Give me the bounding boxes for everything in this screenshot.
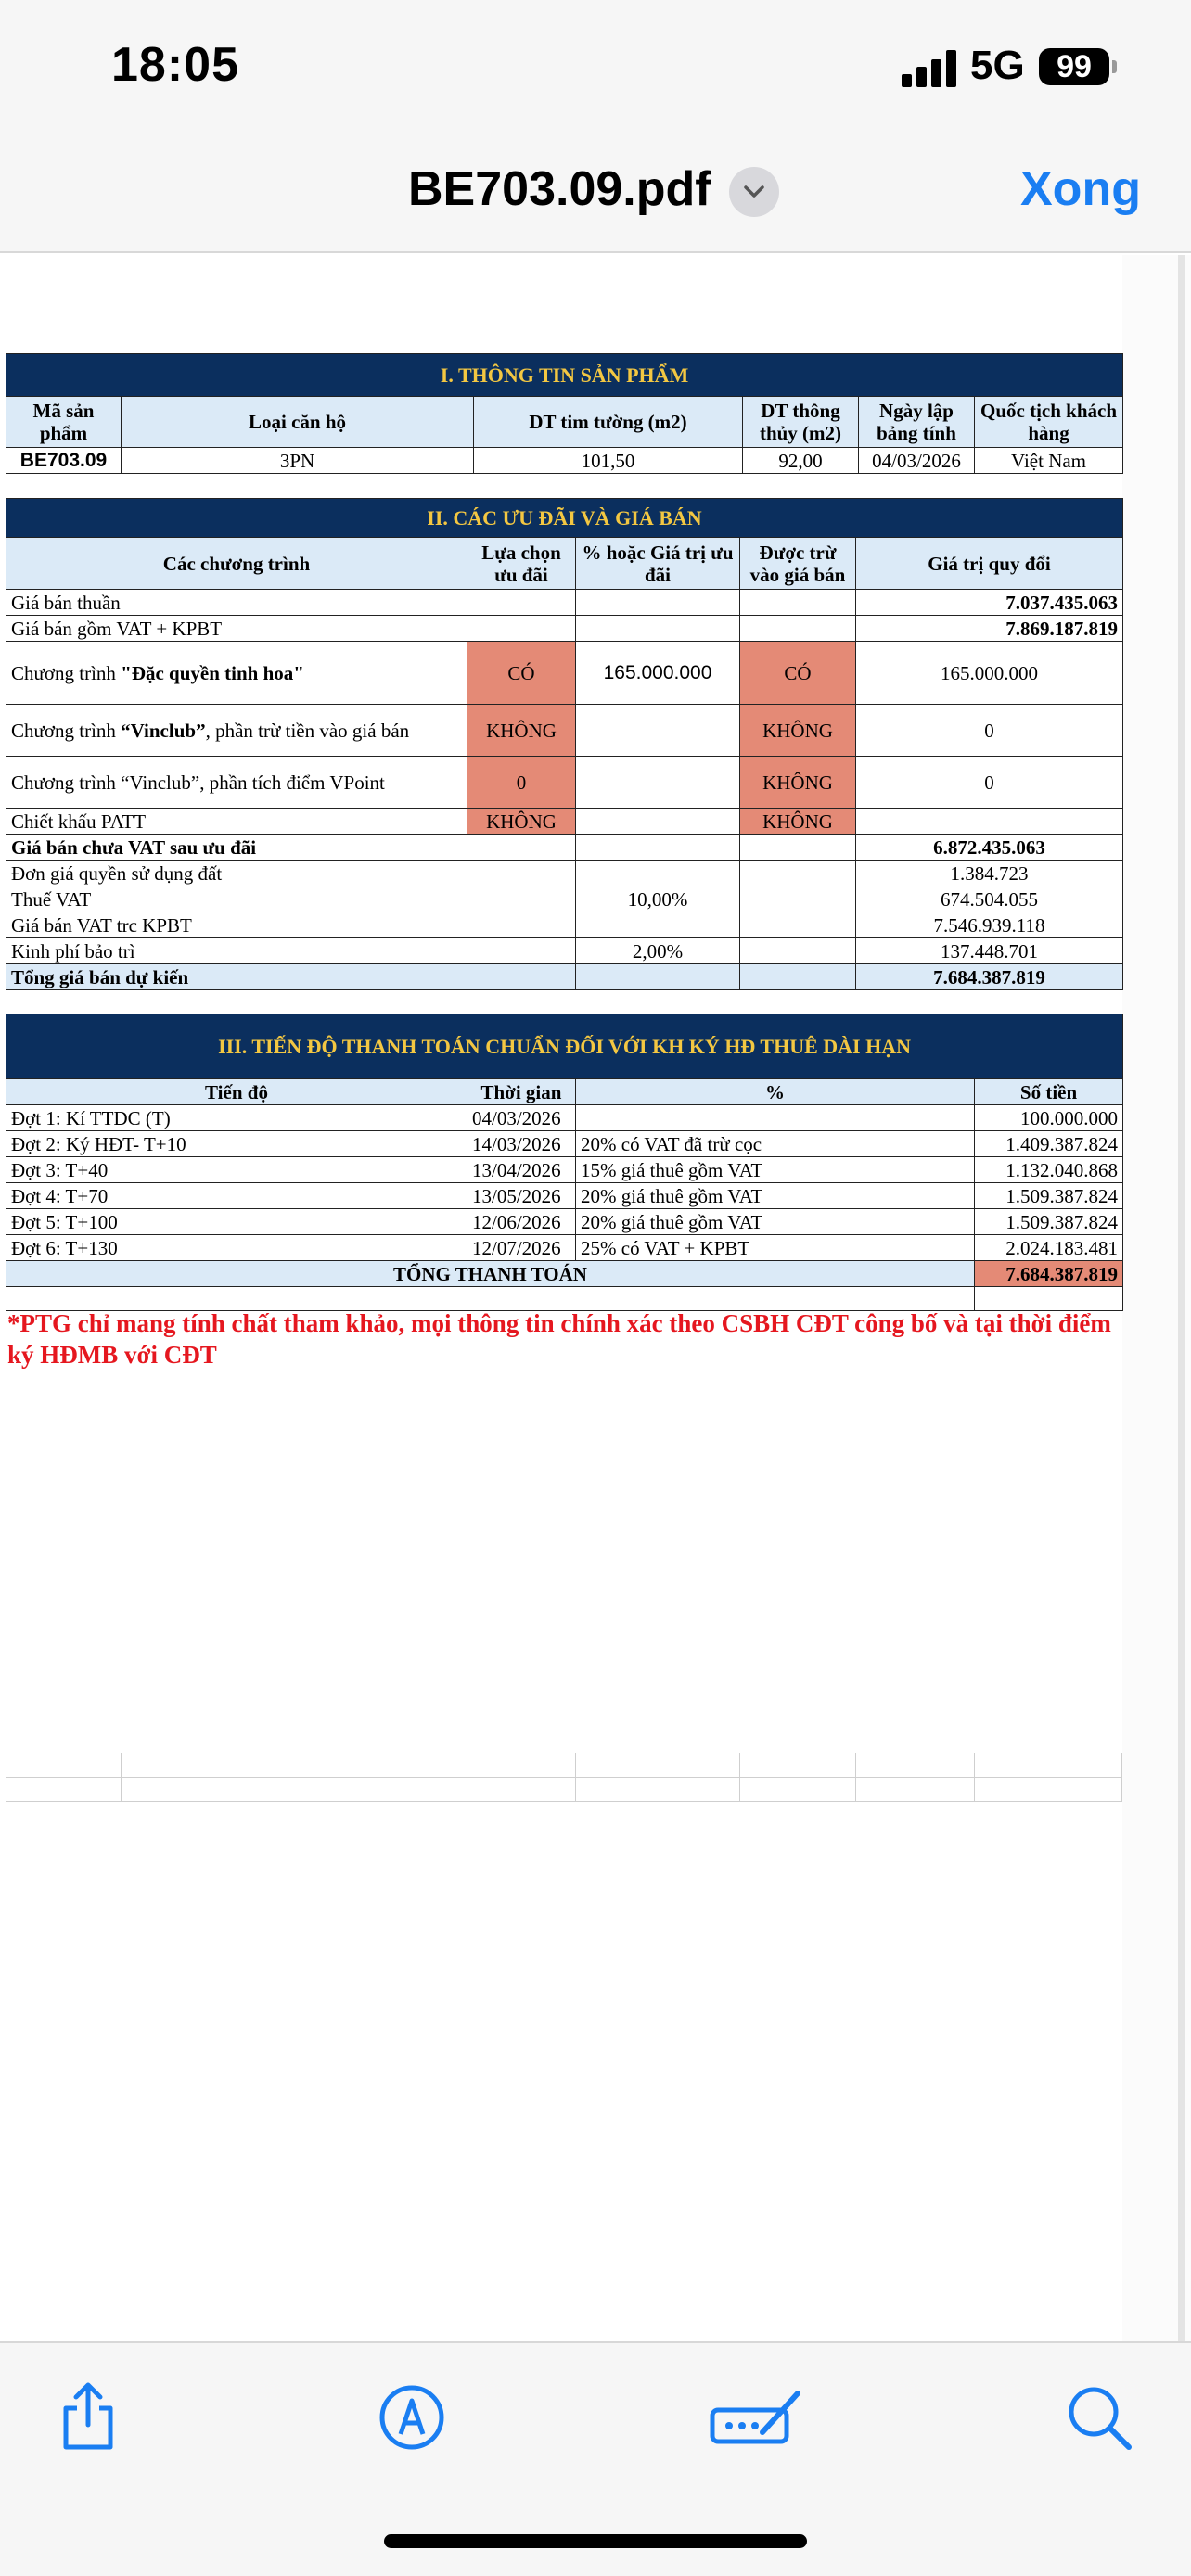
row-label: Chương trình “Vinclub”, phần tích điểm VPoint [6, 757, 467, 809]
row-label: Giá bán VAT trc KPBT [6, 912, 467, 938]
battery-icon: 99 [1039, 48, 1109, 85]
row-label: Giá bán chưa VAT sau ưu đãi [6, 835, 467, 861]
deduct-cell: KHÔNG [740, 705, 856, 757]
row-value: 6.872.435.063 [856, 835, 1123, 861]
gross-area: 101,50 [474, 448, 743, 474]
table-row [6, 590, 1123, 616]
stage-percent: 20% có VAT đã trừ cọc [576, 1131, 975, 1157]
chevron-down-icon[interactable] [729, 167, 779, 217]
empty-grid-lines [6, 1753, 1122, 1801]
home-indicator[interactable] [384, 2534, 807, 2548]
column-header: Lựa chọn ưu đãi [467, 538, 576, 590]
row-value: 674.504.055 [856, 886, 1123, 912]
stage-percent: 25% có VAT + KPBT [576, 1235, 975, 1261]
column-header: Được trừ vào giá bán [740, 538, 856, 590]
row-label: Chương trình “Vinclub”, phần trừ tiền vào giá bán [6, 705, 467, 757]
row-label: Giá bán thuần [6, 590, 467, 616]
row-value: 165.000.000 [856, 642, 1123, 705]
column-header: DT tim tường (m2) [474, 397, 743, 448]
calc-date: 04/03/2026 [859, 448, 975, 474]
deduct-cell: CÓ [740, 642, 856, 705]
stage-date: 14/03/2026 [467, 1131, 576, 1157]
disclaimer-note: *PTG chỉ mang tính chất tham khảo, mọi thông tin chính xác theo CSBH CĐT công bố và tại thời điểm ký HĐMB với CĐT [7, 1309, 1111, 1369]
choice-cell: KHÔNG [467, 705, 576, 757]
share-icon[interactable] [51, 2380, 125, 2455]
row-value: 7.037.435.063 [856, 590, 1123, 616]
deduct-cell: KHÔNG [740, 757, 856, 809]
section-title: II. CÁC ƯU ĐÃI VÀ GIÁ BÁN [6, 499, 1123, 538]
product-code: BE703.09 [6, 448, 122, 474]
stage-amount: 2.024.183.481 [975, 1235, 1123, 1261]
pct-cell: 2,00% [576, 938, 740, 964]
battery-nub [1112, 60, 1117, 73]
stage-amount: 1.509.387.824 [975, 1183, 1123, 1209]
row-label: Tổng giá bán dự kiến [6, 964, 467, 990]
column-header: DT thông thủy (m2) [743, 397, 859, 448]
row-value: 7.684.387.819 [856, 964, 1123, 990]
stage-date: 12/07/2026 [467, 1235, 576, 1261]
column-header: Ngày lập bảng tính [859, 397, 975, 448]
column-header: % [576, 1079, 975, 1105]
choice-cell: CÓ [467, 642, 576, 705]
table-row [6, 757, 1123, 809]
section-title: I. THÔNG TIN SẢN PHẨM [6, 354, 1123, 397]
stage-percent: 15% giá thuê gồm VAT [576, 1157, 975, 1183]
row-label: Đơn giá quyền sử dụng đất [6, 861, 467, 886]
stage: Đợt 5: T+100 [6, 1209, 467, 1235]
column-header: % hoặc Giá trị ưu đãi [576, 538, 740, 590]
stage-date: 12/06/2026 [467, 1209, 576, 1235]
stage: Đợt 1: Kí TTDC (T) [6, 1105, 467, 1131]
table-row [6, 1235, 1123, 1261]
table-row [6, 1105, 1123, 1131]
stage-amount: 100.000.000 [975, 1105, 1123, 1131]
choice-cell: 0 [467, 757, 576, 809]
table-row [6, 938, 1123, 964]
table-row [6, 835, 1123, 861]
stage-percent: 20% giá thuê gồm VAT [576, 1209, 975, 1235]
table-row [6, 912, 1123, 938]
payment-schedule-table [6, 1014, 1123, 1311]
signature-icon[interactable] [709, 2380, 805, 2455]
nationality: Việt Nam [975, 448, 1123, 474]
pct-cell: 165.000.000 [576, 642, 740, 705]
scrollbar[interactable] [1178, 255, 1185, 2341]
stage: Đợt 2: Ký HĐT- T+10 [6, 1131, 467, 1157]
stage: Đợt 6: T+130 [6, 1235, 467, 1261]
net-area: 92,00 [743, 448, 859, 474]
table-row [6, 1183, 1123, 1209]
column-header: Quốc tịch khách hàng [975, 397, 1123, 448]
table-row [6, 1157, 1123, 1183]
table-row [6, 705, 1123, 757]
column-header: Thời gian [467, 1079, 576, 1105]
column-header: Mã sản phẩm [6, 397, 122, 448]
row-label: Chương trình "Đặc quyền tinh hoa" [6, 642, 467, 705]
stage-date: 13/05/2026 [467, 1183, 576, 1209]
total-amount: 7.684.387.819 [975, 1261, 1123, 1287]
status-time: 18:05 [111, 38, 239, 92]
stage-amount: 1.509.387.824 [975, 1209, 1123, 1235]
table-row [6, 886, 1123, 912]
choice-cell: KHÔNG [467, 809, 576, 835]
row-value: 7.869.187.819 [856, 616, 1123, 642]
column-header: Các chương trình [6, 538, 467, 590]
row-label: Chiết khấu PATT [6, 809, 467, 835]
top-bar [0, 0, 1191, 253]
markup-icon[interactable] [375, 2380, 449, 2455]
stage-percent: 20% giá thuê gồm VAT [576, 1183, 975, 1209]
table-row [6, 809, 1123, 835]
stage: Đợt 4: T+70 [6, 1183, 467, 1209]
stage-percent [576, 1105, 975, 1131]
row-value: 137.448.701 [856, 938, 1123, 964]
table-row [6, 616, 1123, 642]
total-row [6, 1261, 1123, 1287]
column-header: Giá trị quy đổi [856, 538, 1123, 590]
deduct-cell: KHÔNG [740, 809, 856, 835]
row-value: 1.384.723 [856, 861, 1123, 886]
incentives-price-table [6, 498, 1123, 990]
signal-icon [902, 50, 959, 87]
table-row [6, 861, 1123, 886]
product-info-table [6, 353, 1123, 474]
row-label: Thuế VAT [6, 886, 467, 912]
total-label: TỔNG THANH TOÁN [6, 1261, 975, 1287]
stage-amount: 1.409.387.824 [975, 1131, 1123, 1157]
stage-date: 04/03/2026 [467, 1105, 576, 1131]
stage-date: 13/04/2026 [467, 1157, 576, 1183]
document-title[interactable]: BE703.09.pdf [408, 162, 711, 216]
row-value: 0 [856, 757, 1123, 809]
column-header: Loại căn hộ [122, 397, 474, 448]
done-button[interactable]: Xong [1020, 162, 1141, 216]
column-header: Tiến độ [6, 1079, 467, 1105]
row-value: 7.546.939.118 [856, 912, 1123, 938]
section-title: III. TIẾN ĐỘ THANH TOÁN CHUẨN ĐỐI VỚI KH KÝ HĐ THUÊ DÀI HẠN [6, 1014, 1123, 1079]
network-label: 5G [970, 43, 1025, 88]
row-value: 0 [856, 705, 1123, 757]
stage: Đợt 3: T+40 [6, 1157, 467, 1183]
table-row [6, 964, 1123, 990]
row-label: Kinh phí bảo trì [6, 938, 467, 964]
pct-cell: 10,00% [576, 886, 740, 912]
search-icon[interactable] [1062, 2380, 1136, 2455]
row-label: Giá bán gồm VAT + KPBT [6, 616, 467, 642]
table-row [6, 642, 1123, 705]
column-header: Số tiền [975, 1079, 1123, 1105]
table-row [6, 1131, 1123, 1157]
table-row [6, 1209, 1123, 1235]
apartment-type: 3PN [122, 448, 474, 474]
stage-amount: 1.132.040.868 [975, 1157, 1123, 1183]
